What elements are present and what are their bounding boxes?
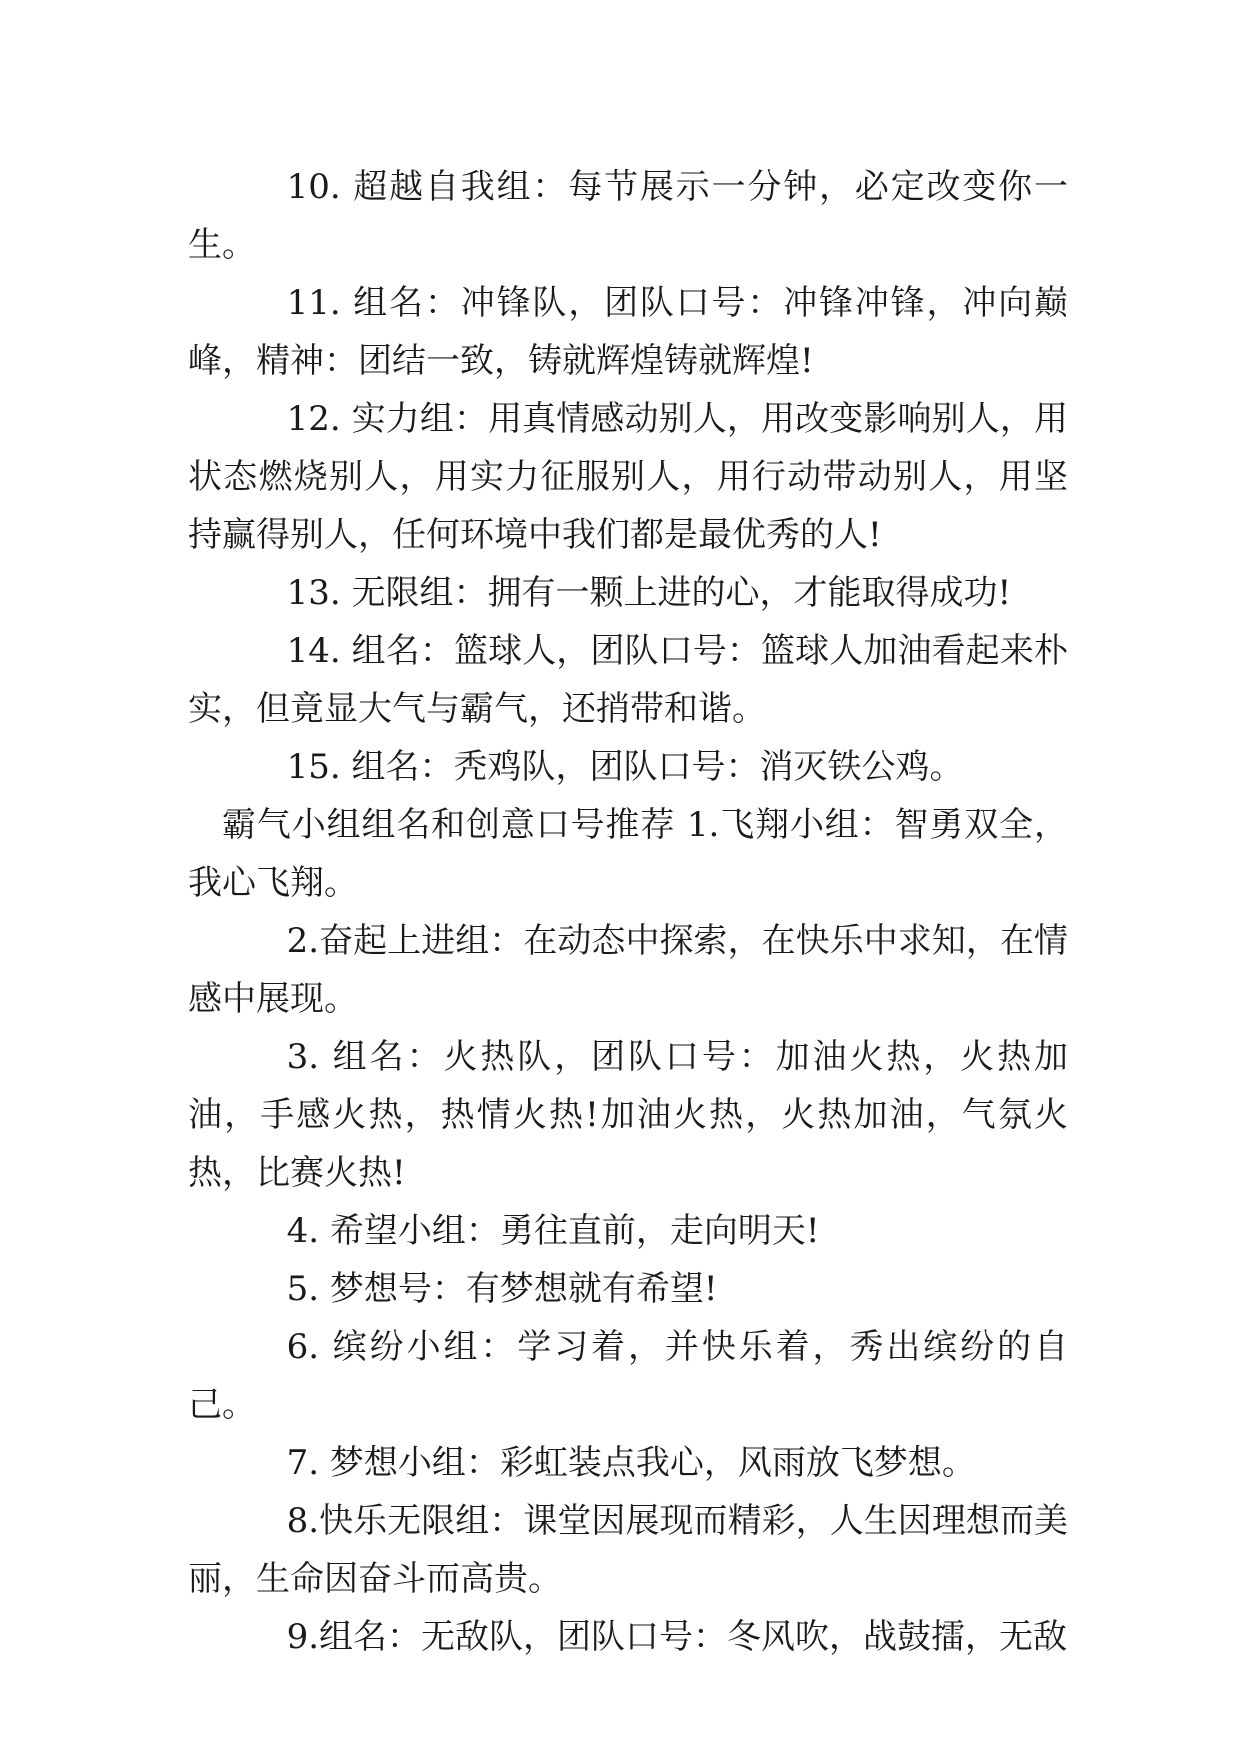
paragraph-6: 6. 缤纷小组：学习着，并快乐着，秀出缤纷的自己。 [188, 1327, 1068, 1425]
paragraph-11: 11. 组名：冲锋队，团队口号：冲锋冲锋，冲向巅峰，精神：团结一致，铸就辉煌铸就辉煌! [188, 283, 1068, 381]
paragraph-2: 2.奋起上进组：在动态中探索，在快乐中求知，在情感中展现。 [188, 921, 1068, 1019]
paragraph-4: 4. 希望小组：勇往直前，走向明天! [286, 1211, 820, 1251]
paragraph-15: 15. 组名：秃鸡队，团队口号：消灭铁公鸡。 [286, 747, 964, 787]
paragraph-9: 9.组名：无敌队，团队口号：冬风吹，战鼓擂，无敌 [286, 1617, 1068, 1657]
paragraph-14: 14. 组名：篮球人，团队口号：篮球人加油看起来朴实，但竟显大气与霸气，还捎带和谐。 [188, 631, 1068, 729]
section-heading-paragraph: 霸气小组组名和创意口号推荐 1.飞翔小组：智勇双全，我心飞翔。 [188, 805, 1068, 903]
document-body [188, 158, 1068, 1666]
paragraph-12: 12. 实力组：用真情感动别人，用改变影响别人，用状态燃烧别人，用实力征服别人，用行动带动别人，用坚持赢得别人，任何环境中我们都是最优秀的人! [188, 399, 1068, 555]
paragraph-13: 13. 无限组：拥有一颗上进的心，才能取得成功! [286, 573, 1012, 613]
paragraph-10: 10. 超越自我组：每节展示一分钟，必定改变你一生。 [188, 167, 1068, 265]
paragraph-7: 7. 梦想小组：彩虹装点我心，风雨放飞梦想。 [286, 1443, 976, 1483]
paragraph-8: 8.快乐无限组：课堂因展现而精彩，人生因理想而美丽，生命因奋斗而高贵。 [188, 1501, 1068, 1599]
paragraph-3: 3. 组名：火热队，团队口号：加油火热，火热加油，手感火热，热情火热!加油火热，火热加油，气氛火热，比赛火热! [188, 1037, 1068, 1193]
paragraph-5: 5. 梦想号：有梦想就有希望! [286, 1269, 718, 1309]
